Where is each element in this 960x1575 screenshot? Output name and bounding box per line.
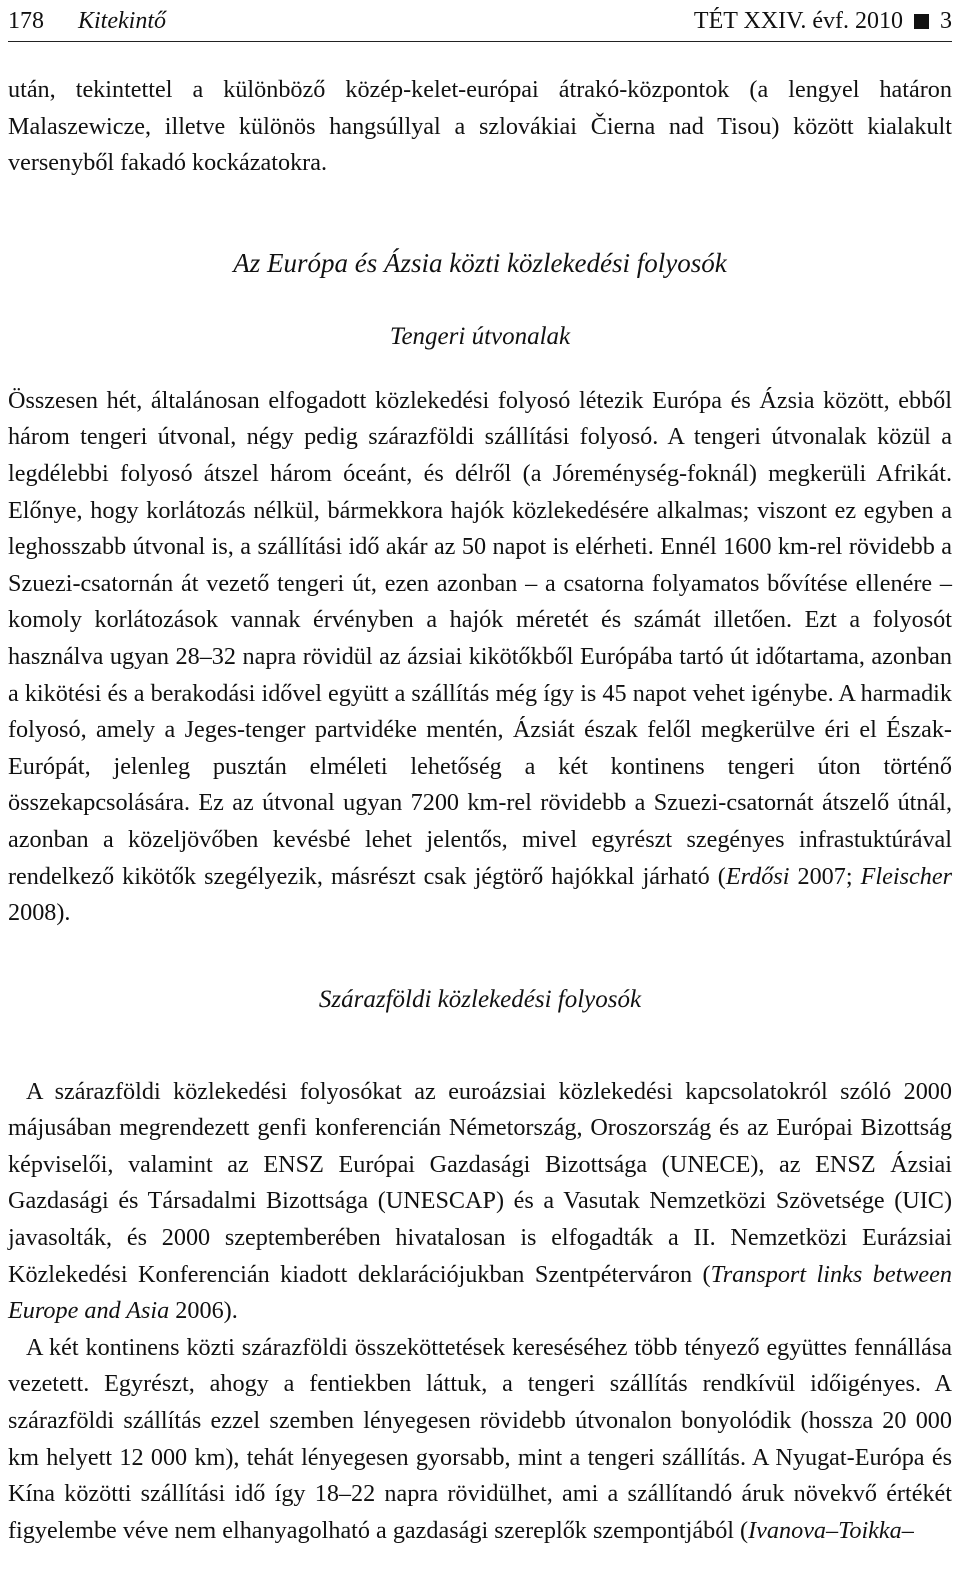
citation-title: Transport links between Europe and Asia [8,1260,952,1325]
citation-author: Ivanova–Toikka– [748,1516,914,1544]
section-title: Kitekintő [78,8,166,34]
citation-separator: 2007; [789,862,861,890]
article-body [8,42,952,1549]
citation-author: Fleischer [860,862,952,890]
journal-volume: TÉT XXIV. évf. 2010 [693,8,903,34]
sea-routes-text: Összesen hét, általánosan elfogadott közlekedési folyosó létezik Európa és Ázsia között, ebből három tengeri útvonal, négy pedig szárazföldi szállítási folyosó. A tengeri útvonalak közül a legdélebbi folyosó átszel három óceánt, és délről (a Jóreménység-foknál) megkerüli Afrikát. Előnye, hogy korlátozás nélkül, bármekkora hajók közlekedésére alkalmas; viszont ez egyben a leghosszabb útvonal is, a szállítási idő akár az 50 napot is elérheti. Ennél 1600 km-rel rövidebb a Szuezi-csatornán át vezető tengeri út, ezen azonban – a csatorna folyamatos bővítése ellenére – komoly korlátozások vannak érvényben a hajók méretét és számát illetően. Ezt a folyosót használva ugyan 28–32 napra rövidül az ázsiai kikötőkből Európába tartó út időtartama, azonban a kikötési és a berakodási idővel együtt a szállítás még így is 45 napot vehet igénybe. A harmadik folyosó, amely a Jeges-tenger partvidéke mentén, Ázsiát észak felől megkerülve éri el Észak-Európát, jelenleg pusztán elméleti lehetőség a két kontinens tengeri úton történő összekapcsolására. Ez az útvonal ugyan 7200 km-rel rövidebb a Szuezi-csatornát átszelő útnál, azonban a közeljövőben kevésbé lehet jelentős, mivel egyrészt szegényes infrastuktúrával rendelkező kikötők szegélyezik, másrészt csak jégtörő hajókkal járható ( [8,386,952,890]
citation-end: 2008). [8,899,71,927]
page-number: 178 [8,8,44,34]
sea-routes-paragraph [8,383,952,932]
subsection-heading-land: Szárazföldi közlekedési folyosók [318,985,642,1013]
square-bullet-icon [914,14,929,29]
land-paragraph-1-text: A szárazföldi közlekedési folyosókat az euroázsiai közlekedési kapcsolatokról szóló 2000 májusában megrendezett genfi konferencián Németország, Oroszország és az Európai Bizottság képviselői, valamint az ENSZ Európai Gazdasági Bizottsága (UNECE), az ENSZ Ázsiai Gazdasági és Társadalmi Bizottsága (UNESCAP) és a Vasutak Nemzetközi Szövetsége (UIC) javasolták, és 2000 szeptemberében hivatalosan is elfogadták a II. Nemzetközi Eurázsiai Közlekedési Konferencián kiadott deklarációjukban Szentpéterváron ( [8,1077,952,1288]
section-heading: Az Európa és Ázsia közti közlekedési folyosók [233,247,727,278]
subsection-heading-sea: Tengeri útvonalak [389,322,571,350]
land-corridors-paragraph-2 [8,1330,952,1550]
header-right [694,8,952,35]
citation-author: Erdősi [725,862,790,890]
citation-end: 2006). [169,1297,238,1325]
issue-number: 3 [940,8,952,34]
land-paragraph-2-text: A két kontinens közti szárazföldi összeköttetések kereséséhez több tényező együttes fennállása vezetett. Egyrészt, ahogy a fentiekben láttuk, a tengeri szállítás rendkívül időigényes. A szárazföldi szállítás ezzel szemben lényegesen rövidebb útvonalon bonyolódik (hossza 20 000 km helyett 12 000 km), tehát lényegesen gyorsabb, mint a tengeri szállítás. A Nyugat-Európa és Kína közötti szállítási idő így 18–22 napra rövidülhet, ami a szállítandó áruk növekvő értékét figyelembe véve nem elhanyagolható a gazdasági szereplők szempontjából ( [8,1333,952,1544]
header-left [8,8,166,35]
running-header [8,0,952,42]
land-corridors-paragraph-1 [8,1074,952,1330]
intro-paragraph: után, tekintettel a különböző közép-kelet-európai átrakó-központok (a lengyel határon Malaszewicze, illetve különös hangsúllyal a szlovákiai Čierna nad Tisou) között kialakult versenyből fakadó kockázatokra. [8,76,952,177]
